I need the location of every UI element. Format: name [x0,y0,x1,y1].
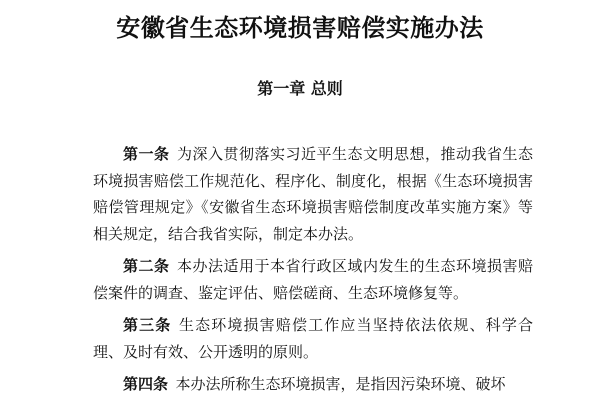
document-body [93,141,533,404]
article-text: 本办法适用于本省行政区域内发生的生态环境损害赔偿案件的调查、鉴定评估、赔偿磋商、生态环境修复等。 [93,257,533,302]
article-2 [63,253,533,306]
article-3 [63,312,533,365]
article-text: 本办法所称生态环境损害，是指因污染环境、破坏 [175,375,506,393]
article-label: 第四条 [123,375,169,393]
article-label: 第二条 [123,257,170,275]
article-text: 为深入贯彻落实习近平生态文明思想，推动我省生态环境损害赔偿工作规范化、程序化、制度化，根据《生态环境损害赔偿管理规定》《安徽省生态环境损害赔偿制度改革实施方案》等相关规定，结合我省实际，制定本办法。 [93,145,533,243]
article-4 [63,371,533,398]
article-1 [63,141,533,247]
document-title: 安徽省生态环境损害赔偿实施办法 [116,13,484,42]
chapter-title: 第一章 总则 [257,79,343,98]
article-text: 生态环境损害赔偿工作应当坚持依法依规、科学合理、及时有效、公开透明的原则。 [93,316,533,361]
article-label: 第三条 [123,316,172,334]
article-label: 第一条 [123,145,170,163]
